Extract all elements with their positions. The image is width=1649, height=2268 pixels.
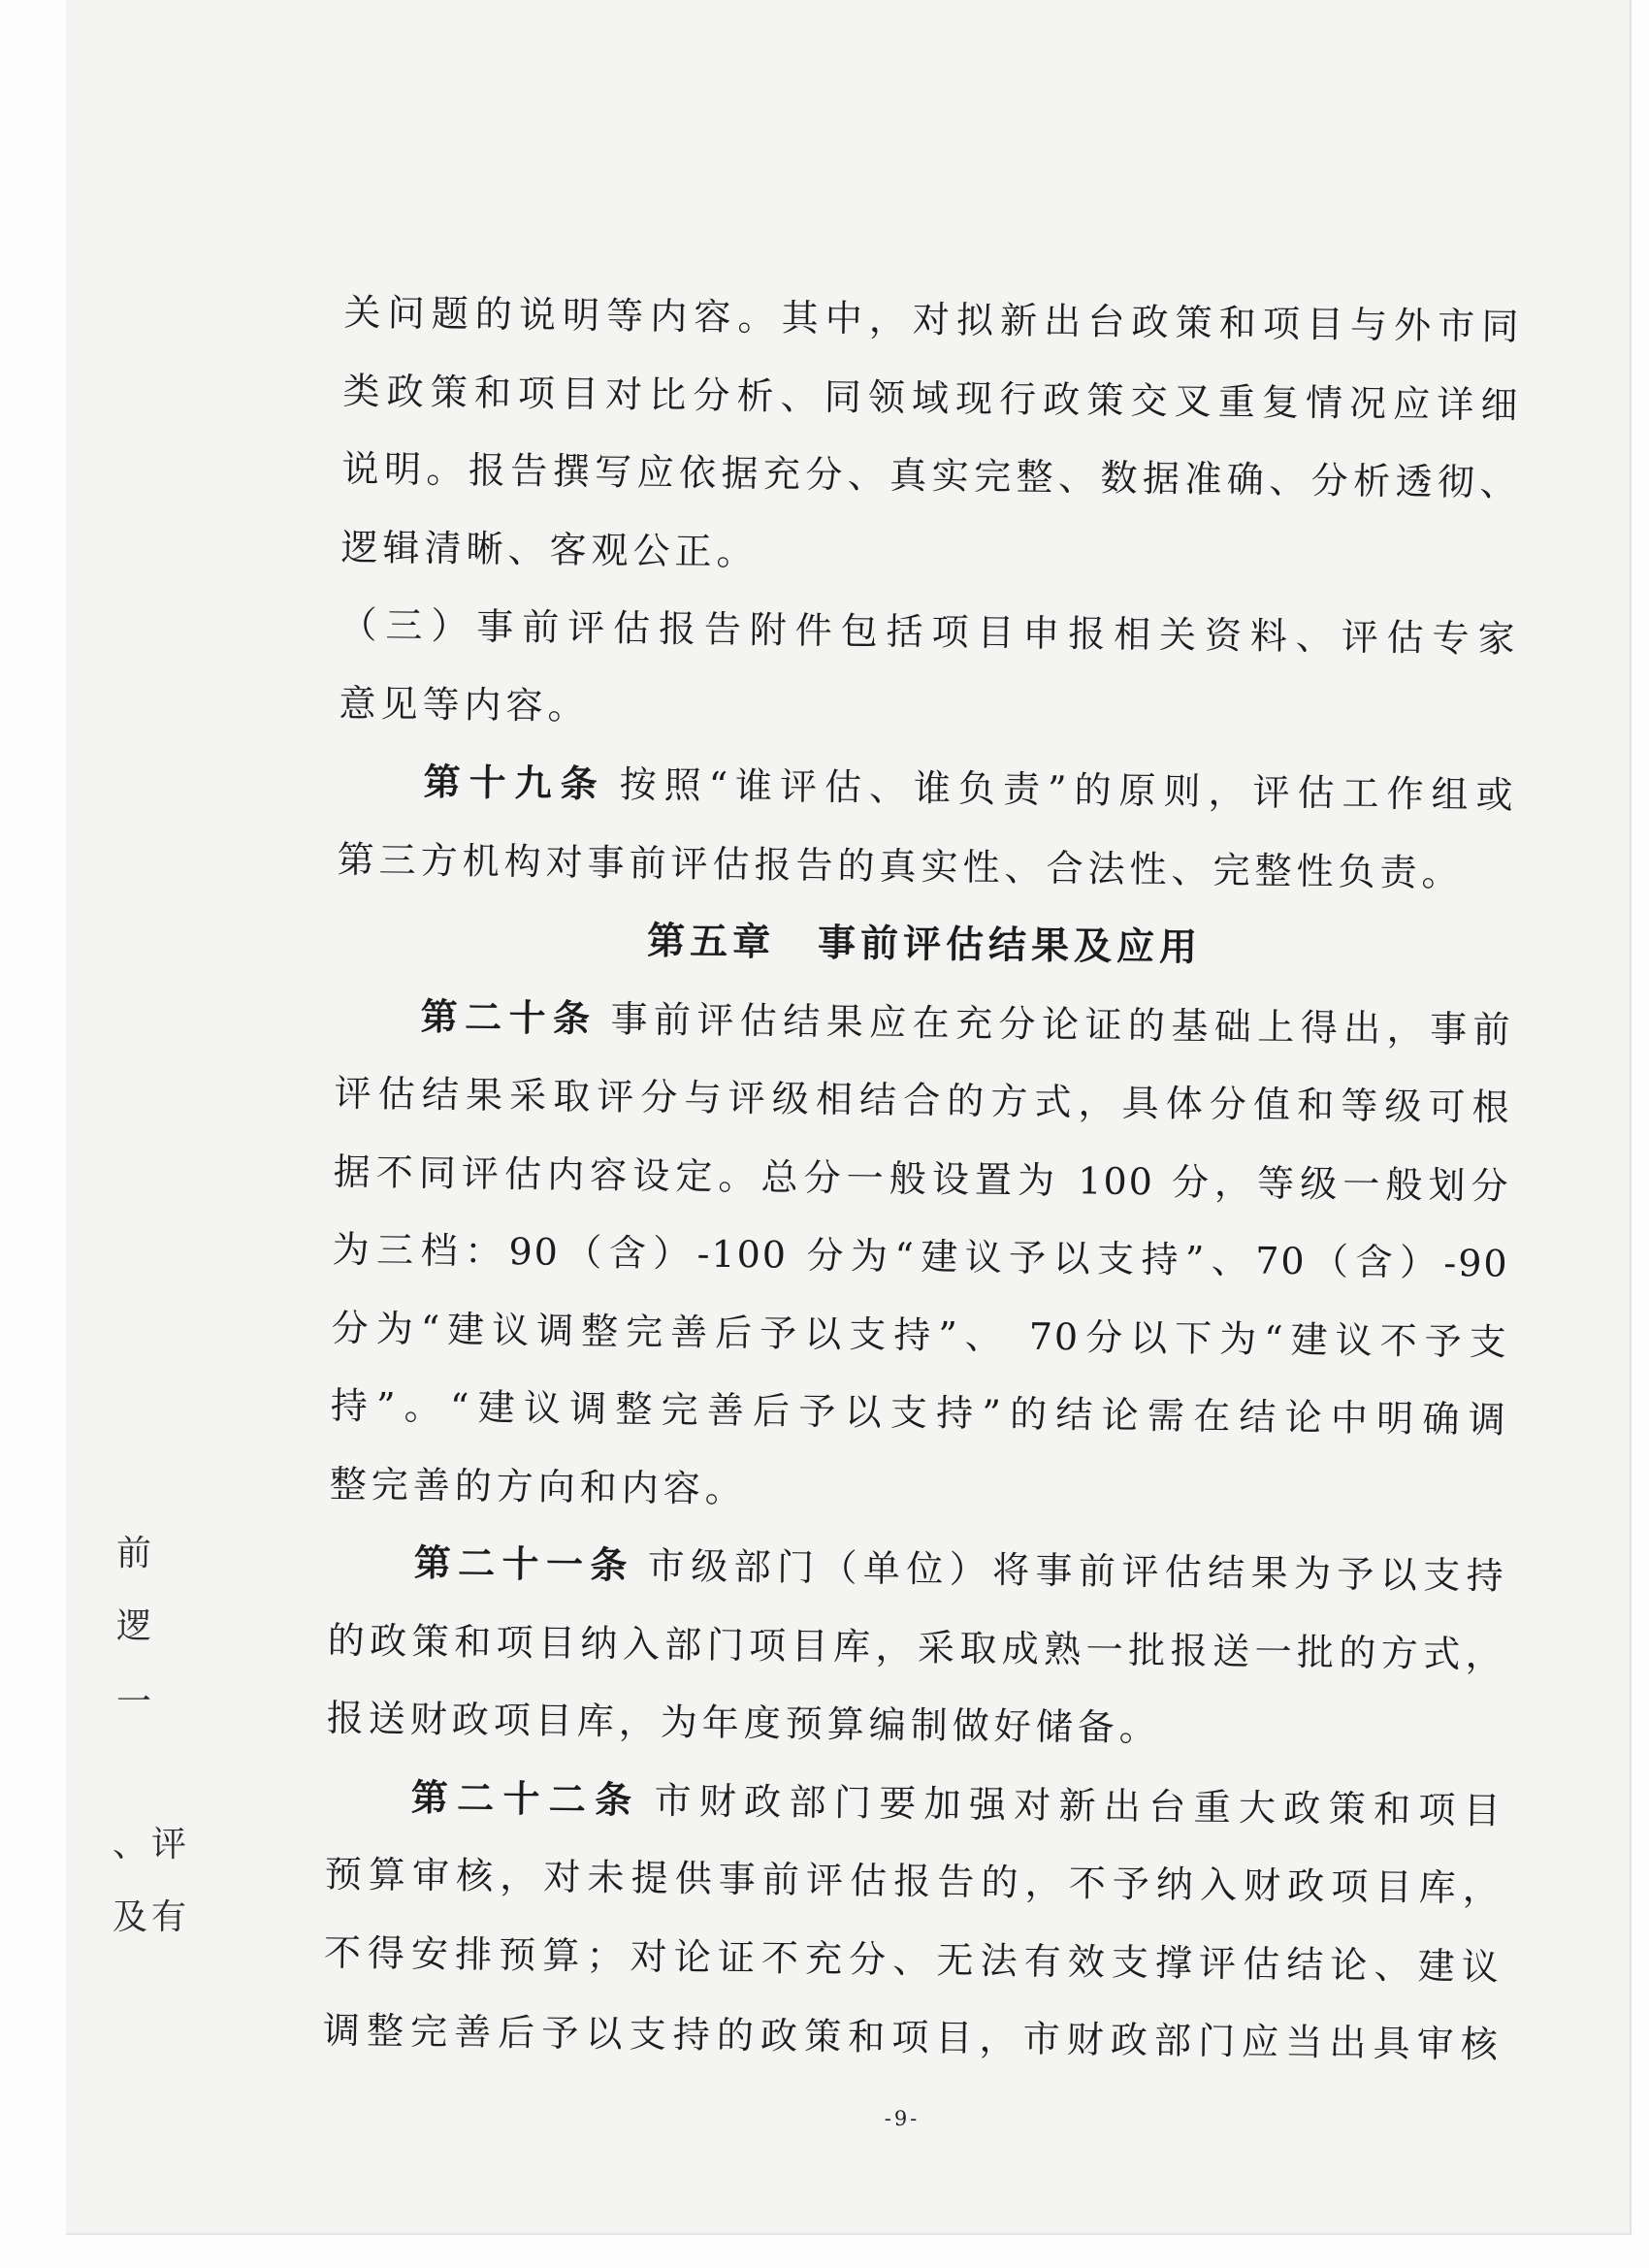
text-line: 整完善的方向和内容。 [329,1462,748,1510]
text-line: 说明。报告撰写应依据充分、真实完整、数据准确、分析透彻、 [341,446,1519,504]
text-line: （三）事前评估报告附件包括项目申报相关资料、评估专家 [340,602,1517,661]
margin-fragment: 、评 [113,1825,191,1864]
margin-fragment: 一 [116,1682,156,1722]
text-line [325,1757,1503,1849]
text-line: 报送财政项目库，为年度预算编制做好储备。 [326,1696,1162,1750]
paragraph-continuation [340,274,1521,600]
article-number: 第十九条 [423,760,606,806]
article-text: 市财政部门要加强对新出台重大政策和项目 [654,1778,1503,1832]
document-body [322,274,1521,2084]
text-line: 调整完善后予以支持的政策和项目，市财政部门应当出具审核 [322,2008,1501,2066]
article-text: 按照“谁评估、谁负责”的原则，评估工作组或 [619,762,1515,817]
text-line: 评估结果采取评分与评级相结合的方式，具体分值和等级可根 [334,1071,1511,1129]
article-19 [337,742,1515,913]
text-line: 关问题的说明等内容。其中，对拟新出台政策和项目与外市同 [343,290,1521,348]
article-22 [322,1757,1503,2084]
article-text: 事前评估结果应在充分论证的基础上得出，事前 [610,996,1512,1052]
text-line [335,976,1512,1068]
margin-fragment: 及有 [113,1897,191,1937]
text-line: 为三档：90（含）-100 分为“建议予以支持”、70（含）-90 [332,1227,1509,1285]
article-number: 第二十条 [420,993,598,1040]
article-number: 第二十二条 [410,1774,641,1822]
article-text: 市级部门（单位）将事前评估结果为予以支持 [647,1543,1505,1598]
text-line: 意见等内容。 [339,681,590,728]
article-number: 第二十一条 [413,1539,635,1587]
text-line: 不得安排预算；对论证不充分、无法有效支撑评估结论、建议 [323,1930,1502,1989]
text-line: 持”。“建议调整完善后予以支持”的结论需在结论中明确调 [330,1383,1507,1442]
text-line: 据不同评估内容设定。总分一般设置为 100 分，等级一般划分 [333,1150,1510,1208]
article-20 [329,976,1512,1537]
text-line [328,1523,1505,1615]
text-line: 预算审核，对未提供事前评估报告的，不予纳入财政项目库， [324,1852,1503,1910]
text-line: 第三方机构对事前评估报告的真实性、合法性、完整性负责。 [337,837,1464,894]
text-line: 分为“建议调整完善后予以支持”、 70分以下为“建议不予支 [331,1306,1508,1364]
text-line [338,742,1515,834]
page-number: -9- [884,2107,921,2130]
text-line: 类政策和项目对比分析、同领域现行政策交叉重复情况应详细 [342,369,1520,427]
chapter-heading: 第五章 事前评估结果及应用 [646,918,1203,970]
paragraph-item-three [339,586,1517,757]
text-line: 逻辑清晰、客观公正。 [340,525,759,573]
margin-fragment: 前 [116,1534,156,1573]
margin-fragment: 逻 [116,1606,156,1646]
text-line: 的政策和项目纳入部门项目库，采取成熟一批报送一批的方式， [327,1618,1504,1676]
article-21 [326,1523,1505,1771]
